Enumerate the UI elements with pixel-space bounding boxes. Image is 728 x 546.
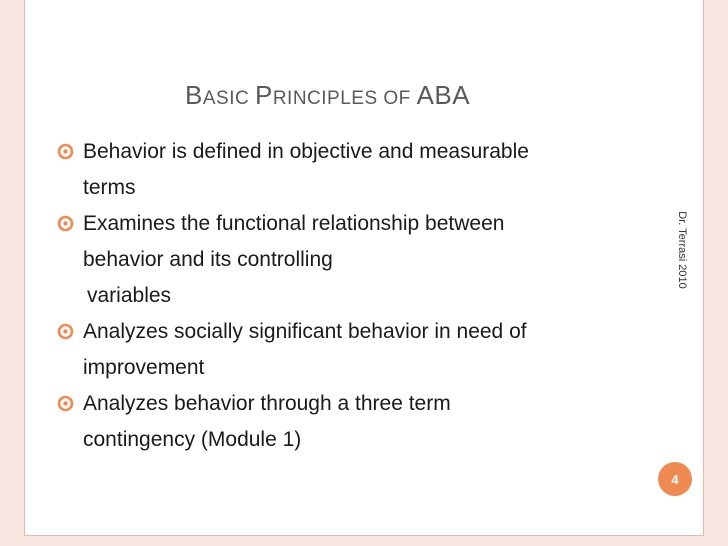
bullet-text: contingency (Module 1)	[83, 428, 302, 451]
title-part: B	[185, 80, 203, 110]
bullet-item	[41, 134, 621, 170]
bullet-list	[41, 134, 621, 458]
target-bullet-icon	[57, 323, 74, 340]
side-footer	[672, 190, 692, 310]
bullet-text: behavior and its controlling	[83, 248, 333, 271]
page-number-badge	[658, 462, 692, 496]
slide	[24, 0, 704, 536]
author-date-text: Dr. Terrasi 2010	[676, 211, 688, 289]
bullet-text: variables	[87, 284, 172, 307]
title-part: RINCIPLES OF	[272, 88, 417, 109]
bullet-continuation	[41, 170, 621, 206]
page-number: 4	[671, 471, 679, 487]
bullet-continuation	[41, 278, 621, 314]
title-part: P	[254, 80, 273, 110]
bullet-text: terms	[83, 176, 136, 199]
bullet-item	[41, 314, 621, 350]
bullet-text: Analyzes socially significant behavior in need of	[83, 320, 527, 343]
slide-title	[185, 80, 470, 111]
bullet-text: improvement	[83, 356, 205, 379]
bullet-continuation	[41, 350, 621, 386]
bullet-text: Analyzes behavior through a three term	[83, 392, 451, 415]
bullet-item	[41, 206, 621, 242]
bullet-text: Examines the functional relationship between	[83, 212, 505, 235]
target-bullet-icon	[57, 143, 74, 160]
title-part: ABA	[416, 80, 471, 110]
title-part: ASIC	[202, 88, 255, 109]
bullet-text: Behavior is defined in objective and measurable	[83, 140, 529, 163]
bullet-continuation	[41, 242, 621, 278]
bullet-continuation	[41, 422, 621, 458]
bullet-item	[41, 386, 621, 422]
target-bullet-icon	[57, 395, 74, 412]
target-bullet-icon	[57, 215, 74, 232]
